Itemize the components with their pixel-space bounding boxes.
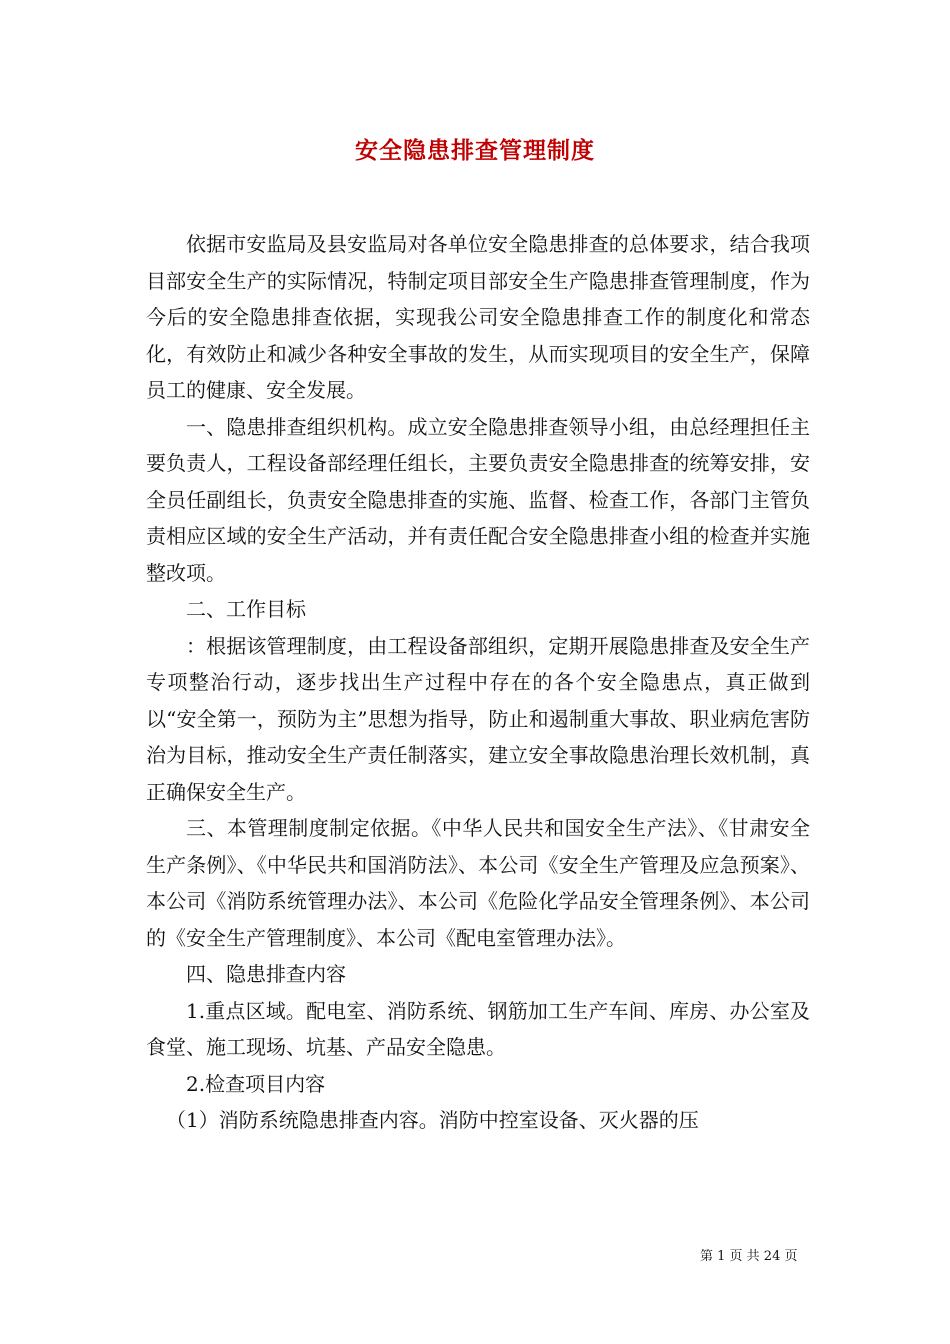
heading-section-2: 二、工作目标 bbox=[186, 597, 306, 621]
paragraph-key-areas: 1.重点区域。配电室、消防系统、钢筋加工生产车间、库房、办公室及食堂、施工现场、坑基、产品安全隐患。 bbox=[146, 998, 810, 1059]
heading-section-4: 四、隐患排查内容 bbox=[186, 962, 346, 986]
document-body bbox=[146, 226, 810, 1139]
paragraph-section-2: ：根据该管理制度，由工程设备部组织，定期开展隐患排查及安全生产专项整治行动，逐步找出生产过程中存在的各个安全隐患点，真正做到以“安全第一，预防为主”思想为指导，防止和遏制重大事故、职业病危害防治为目标，推动安全生产责任制落实，建立安全事故隐患治理长效机制，真正确保安全生产。 bbox=[146, 633, 810, 804]
page-number: 第 1 页 共 24 页 bbox=[700, 1249, 798, 1264]
heading-check-items: 2.检查项目内容 bbox=[186, 1071, 326, 1096]
page-title: 安全隐患排查管理制度 bbox=[355, 137, 595, 164]
paragraph-section-3: 三、本管理制度制定依据。《中华人民共和国安全生产法》、《甘肃安全生产条例》、《中华民共和国消防法》、本公司《安全生产管理及应急预案》、本公司《消防系统管理办法》、本公司《危险化学品安全管理条例》、本公司的《安全生产管理制度》、本公司《配电室管理办法》。 bbox=[146, 816, 810, 950]
paragraph-intro: 依据市安监局及县安监局对各单位安全隐患排查的总体要求，结合我项目部安全生产的实际情况，特制定项目部安全生产隐患排查管理制度，作为今后的安全隐患排查依据，实现我公司安全隐患排查工作的制度化和常态化，有效防止和减少各种安全事故的发生，从而实现项目的安全生产，保障员工的健康、安全发展。 bbox=[146, 232, 810, 402]
paragraph-section-1: 一、隐患排查组织机构。成立安全隐患排查领导小组，由总经理担任主要负责人，工程设备部经理任组长，主要负责安全隐患排查的统筹安排，安全员任副组长，负责安全隐患排查的实施、监督、检查工作，各部门主管负责相应区域的安全生产活动，并有责任配合安全隐患排查小组的检查并实施整改项。 bbox=[146, 414, 810, 585]
paragraph-fire-system: （1）消防系统隐患排查内容。消防中控室设备、灭火器的压 bbox=[166, 1108, 699, 1132]
